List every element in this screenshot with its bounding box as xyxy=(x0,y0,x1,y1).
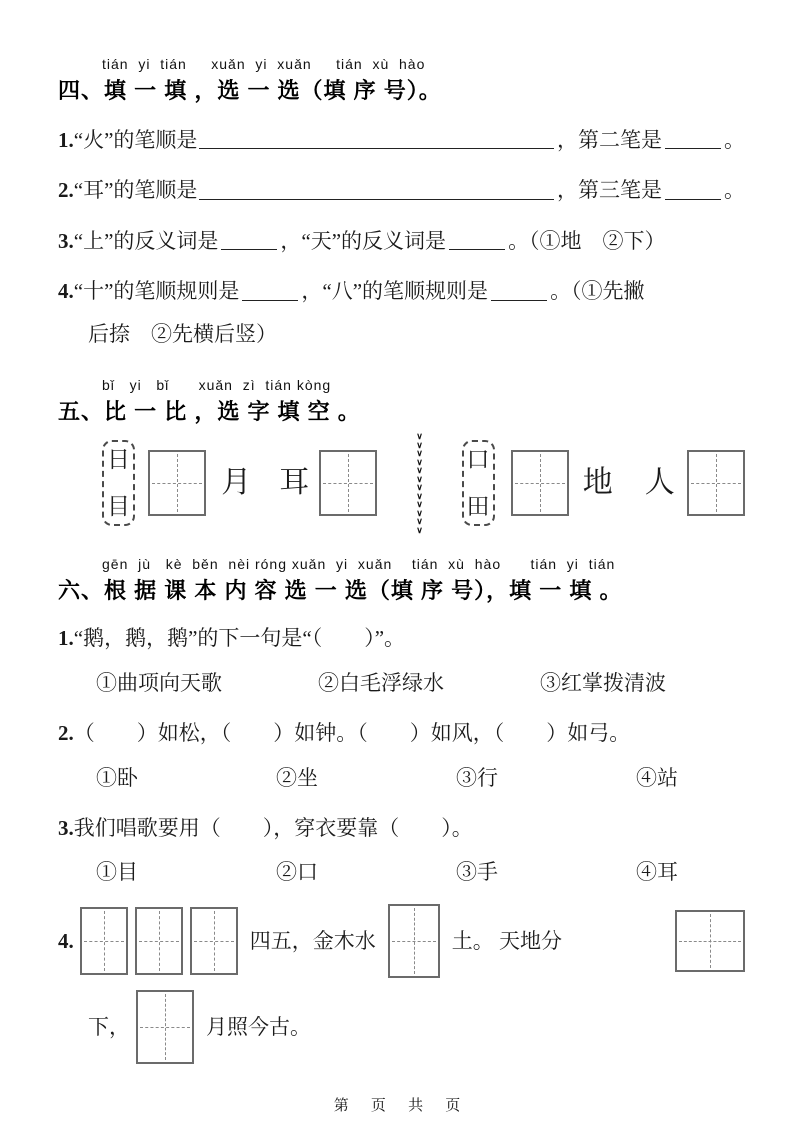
answer-blank-line xyxy=(491,298,547,301)
question-text: 下， xyxy=(88,1014,130,1039)
answer-blank-line xyxy=(221,247,277,250)
s6-q1-options xyxy=(96,668,745,698)
page-footer: 第 页 共 页 xyxy=(333,1096,470,1114)
s6-q3-options xyxy=(96,857,745,887)
character-label: 耳 xyxy=(279,466,310,500)
choice-char: 日 xyxy=(106,447,130,473)
writing-grid xyxy=(675,910,745,972)
question-number: 2. xyxy=(58,178,74,203)
question-text: “火”的笔顺是 xyxy=(73,128,198,152)
choice-box-kou-tian xyxy=(462,440,495,526)
question-number: 3. xyxy=(58,228,74,253)
answer-blank-line xyxy=(665,197,721,200)
s4-question-2 xyxy=(58,175,745,205)
section4-title: 四、填 一 填 ，选 一 选（填 序 号）。 xyxy=(58,78,442,103)
s6-question-1 xyxy=(58,623,745,653)
question-text: “鹅，鹅，鹅”的下一句是“（ ）”。 xyxy=(73,626,406,651)
character-label: 月 xyxy=(221,466,252,500)
question-number: 4. xyxy=(58,928,74,953)
column-divider-dotted: ∨∨∨∨∨∨∨∨∨∨∨∨ xyxy=(416,431,423,535)
option-item: ①曲项向天歌 xyxy=(96,670,222,695)
writing-grid xyxy=(511,450,569,516)
question-text: 。（①先撇 xyxy=(550,279,645,304)
question-text: “耳”的笔顺是 xyxy=(73,178,198,203)
s4-question-4 xyxy=(58,276,745,306)
writing-grid xyxy=(136,990,194,1064)
option-item: ③行 xyxy=(456,765,498,790)
option-item: ③红掌拨清波 xyxy=(540,670,666,695)
question-text: “上”的反义词是 xyxy=(73,228,219,253)
option-item: ②坐 xyxy=(276,765,318,790)
section6-pinyin: gēn jù kè běn nèi róng xuǎn yi xuǎn tián xù hào tián yi tián xyxy=(102,556,616,573)
s6-question-4-line1 xyxy=(58,904,745,978)
section6-title: 六、根 据 课 本 内 容 选 一 选（填 序 号），填 一 填 。 xyxy=(58,578,623,604)
section5-title: 五、比 一 比 ，选 字 填 空 。 xyxy=(58,399,361,425)
option-item: ①目 xyxy=(96,860,138,885)
question-text: （ ）如松，（ ）如钟。（ ）如风，（ ）如弓。 xyxy=(73,721,631,746)
question-text: 四五，金木水 xyxy=(249,928,376,953)
writing-grid xyxy=(190,907,238,975)
question-text: 我们唱歌要用（ ），穿衣要靠（ ）。 xyxy=(73,815,473,840)
question-text: “十”的笔顺规则是 xyxy=(73,279,240,304)
s4-question-4-continued: 后捺 ②先横后竖） xyxy=(88,321,277,346)
writing-grid xyxy=(319,450,377,516)
answer-blank-line xyxy=(199,197,554,200)
writing-grid xyxy=(148,450,206,516)
question-number: 1. xyxy=(58,626,74,651)
section-6 xyxy=(58,556,745,1064)
option-item: ③手 xyxy=(456,860,498,885)
writing-grid xyxy=(80,907,128,975)
question-text: 月照今古。 xyxy=(206,1014,311,1039)
section5-pinyin: bǐ yi bǐ xuǎn zì tián kòng xyxy=(102,377,332,394)
question-number: 2. xyxy=(58,721,74,746)
section4-pinyin: tián yi tián xuǎn yi xuǎn tián xù hào xyxy=(102,56,426,72)
option-item: ②白毛浮绿水 xyxy=(318,670,444,695)
question-text: ，第二笔是 xyxy=(557,128,662,152)
character-label: 地 xyxy=(582,466,613,500)
section-4 xyxy=(58,56,745,349)
answer-blank-line xyxy=(665,146,721,149)
answer-blank-line xyxy=(242,298,298,301)
s4-question-3 xyxy=(58,226,745,256)
writing-grid xyxy=(687,450,745,516)
section-5 xyxy=(58,377,745,535)
s6-question-4-line2 xyxy=(88,990,745,1064)
s6-q2-options xyxy=(96,763,745,793)
question-text: ，第三笔是 xyxy=(557,178,662,203)
option-item: ④耳 xyxy=(636,860,678,885)
writing-grid xyxy=(135,907,183,975)
answer-blank-line xyxy=(449,247,505,250)
s5-exercise-row xyxy=(58,431,745,535)
option-item: ②口 xyxy=(276,860,318,885)
question-text: 。 xyxy=(724,178,745,203)
writing-grid xyxy=(388,904,440,978)
s6-question-2 xyxy=(58,718,745,748)
question-text: 土。 天地分 xyxy=(451,928,562,953)
choice-char: 田 xyxy=(466,494,490,520)
character-label: 人 xyxy=(644,466,675,500)
s6-question-3 xyxy=(58,813,745,843)
option-item: ④站 xyxy=(636,765,678,790)
option-item: ①卧 xyxy=(96,765,138,790)
s4-question-1 xyxy=(58,125,745,155)
choice-char: 口 xyxy=(466,447,490,473)
question-text: 。 xyxy=(724,128,745,152)
choice-char: 目 xyxy=(106,494,130,520)
question-number: 1. xyxy=(58,128,74,152)
question-text: ，“八”的笔顺规则是 xyxy=(301,279,489,304)
answer-blank-line xyxy=(199,146,554,149)
question-text: ，“天”的反义词是 xyxy=(280,228,447,253)
choice-box-ri-mu xyxy=(102,440,135,526)
question-number: 3. xyxy=(58,815,74,840)
question-number: 4. xyxy=(58,279,74,304)
question-text: 。（①地 ②下） xyxy=(508,228,666,253)
